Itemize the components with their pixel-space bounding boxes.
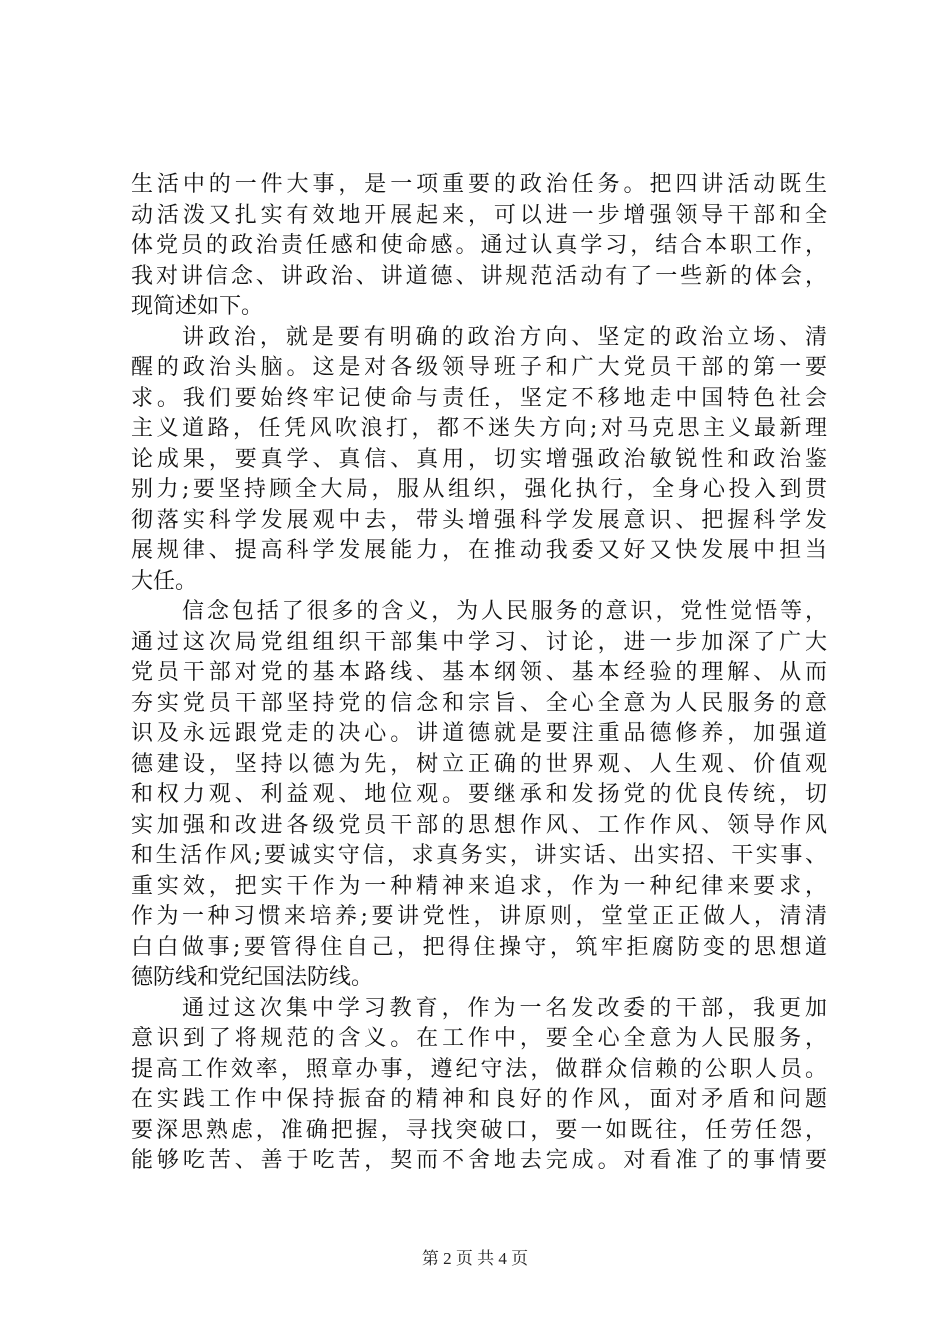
text-line: 别力;要坚持顾全大局，服从组织，强化执行，全身心投入到贯 (131, 477, 827, 502)
text-line: 醒的政治头脑。这是对各级领导班子和广大党员干部的第一要 (131, 355, 827, 380)
text-line: 夯实党员干部坚持党的信念和宗旨、全心全意为人民服务的意 (131, 690, 827, 716)
text-line: 展规律、提高科学发展能力，在推动我委又好又快发展中担当 (131, 538, 827, 563)
text-line: 意识到了将规范的含义。在工作中，要全心全意为人民服务， (131, 1026, 827, 1051)
text-line: 讲政治，就是要有明确的政治方向、坚定的政治立场、清 (182, 324, 827, 350)
page-footer: 第 2 页 共 4 页 (421, 1249, 529, 1268)
text-line: 论成果，要真学、真信、真用，切实增强政治敏锐性和政治鉴 (131, 446, 827, 472)
document-body (131, 170, 827, 1177)
text-line: 通过这次集中学习教育，作为一名发改委的干部，我更加 (182, 995, 827, 1021)
text-line: 在实践工作中保持振奋的精神和良好的作风，面对矛盾和问题 (131, 1087, 827, 1112)
text-line: 主义道路，任凭风吹浪打，都不迷失方向;对马克思主义最新理 (131, 416, 827, 441)
text-line: 要深思熟虑，准确把握，寻找突破口，要一如既往，任劳任怨， (131, 1117, 827, 1143)
text-line: 提高工作效率，照章办事，遵纪守法，做群众信赖的公职人员。 (131, 1056, 827, 1082)
text-line: 通过这次局党组组织干部集中学习、讨论，进一步加深了广大 (131, 629, 827, 655)
paragraph (131, 994, 827, 1177)
text-line: 党员干部对党的基本路线、基本纲领、基本经验的理解、从而 (131, 660, 827, 685)
text-line: 德防线和党纪国法防线。 (131, 965, 374, 990)
text-line: 白白做事;要管得住自己，把得住操守，筑牢拒腐防变的思想道 (131, 934, 827, 960)
paragraph (131, 597, 827, 994)
text-line: 现简述如下。 (131, 294, 264, 319)
text-line: 和生活作风;要诚实守信，求真务实，讲实话、出实招、干实事、 (131, 843, 827, 868)
text-line: 重实效，把实干作为一种精神来追求，作为一种纪律来要求， (131, 873, 827, 899)
text-line: 识及永远跟党走的决心。讲道德就是要注重品德修养，加强道 (131, 721, 827, 746)
text-line: 体党员的政治责任感和使命感。通过认真学习，结合本职工作， (131, 233, 827, 258)
text-line: 我对讲信念、讲政治、讲道德、讲规范活动有了一些新的体会， (131, 263, 827, 289)
text-line: 动活泼又扎实有效地开展起来，可以进一步增强领导干部和全 (131, 202, 827, 228)
text-line: 德建设，坚持以德为先，树立正确的世界观、人生观、价值观 (131, 751, 827, 777)
text-line: 彻落实科学发展观中去，带头增强科学发展意识、把握科学发 (131, 507, 827, 533)
text-line: 信念包括了很多的含义，为人民服务的意识，党性觉悟等， (182, 599, 827, 624)
text-line: 实加强和改进各级党员干部的思想作风、工作作风、领导作风 (131, 812, 827, 838)
text-line: 和权力观、利益观、地位观。要继承和发扬党的优良传统，切 (131, 782, 827, 807)
text-line: 大任。 (131, 568, 198, 594)
text-line: 作为一种习惯来培养;要讲党性，讲原则，堂堂正正做人，清清 (131, 904, 827, 929)
text-line: 求。我们要始终牢记使命与责任，坚定不移地走中国特色社会 (131, 385, 827, 411)
paragraph (131, 170, 827, 323)
text-line: 能够吃苦、善于吃苦，契而不舍地去完成。对看准了的事情要 (131, 1148, 827, 1173)
text-line: 生活中的一件大事，是一项重要的政治任务。把四讲活动既生 (131, 172, 827, 197)
paragraph (131, 323, 827, 598)
